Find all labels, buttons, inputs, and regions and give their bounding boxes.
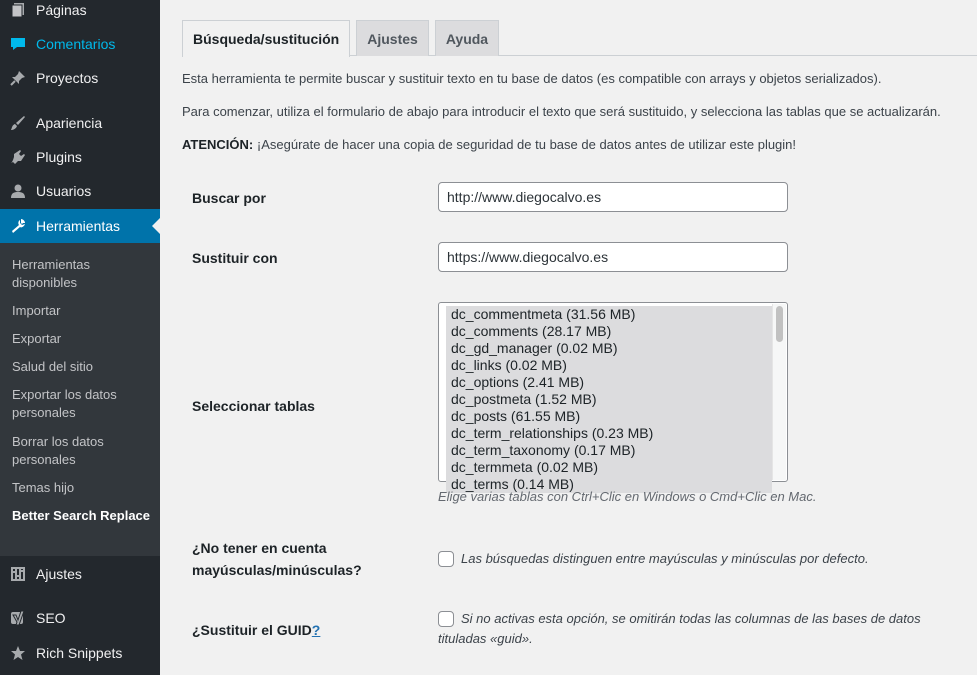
- guid-label: [192, 619, 320, 641]
- search-input[interactable]: [438, 182, 788, 212]
- intro-text-2: Para comenzar, utiliza el formulario de abajo para introducir el texto que será sustituido, y selecciona las tablas que se actualizarán.: [182, 104, 941, 119]
- table-option[interactable]: dc_postmeta (1.52 MB): [451, 391, 597, 407]
- menu-item-apariencia[interactable]: Apariencia: [0, 106, 160, 140]
- table-option[interactable]: dc_links (0.02 MB): [451, 357, 567, 373]
- table-option[interactable]: dc_terms (0.14 MB): [451, 476, 574, 492]
- user-icon: [0, 183, 36, 199]
- submenu-better-search-replace[interactable]: Better Search Replace: [12, 508, 151, 523]
- warning-text: [182, 137, 796, 152]
- case-insensitive-description: Las búsquedas distinguen entre mayúsculas y minúsculas por defecto.: [461, 551, 869, 566]
- case-label-line-2: mayúsculas/minúsculas?: [192, 562, 362, 578]
- table-option[interactable]: dc_options (2.41 MB): [451, 374, 585, 390]
- submenu-importar[interactable]: Importar: [12, 303, 61, 318]
- intro-text-1: Esta herramienta te permite buscar y sustituir texto en tu base de datos (es compatible con arrays y objetos serializados).: [182, 71, 882, 86]
- submenu-herramientas-disponibles[interactable]: Herramientas disponibles: [12, 257, 91, 290]
- menu-item-ajustes[interactable]: Ajustes: [0, 557, 160, 591]
- comments-icon: [0, 36, 36, 52]
- settings-icon: [0, 566, 36, 582]
- replace-label: Sustituir con: [192, 250, 278, 266]
- menu-item-seo[interactable]: SEO: [0, 601, 160, 635]
- menu-item-herramientas[interactable]: Herramientas: [0, 209, 160, 243]
- star-icon: [0, 645, 36, 661]
- menu-item-comentarios[interactable]: Comentarios: [0, 27, 160, 61]
- main-content: [160, 0, 977, 675]
- replace-guid-description: [438, 609, 921, 649]
- tables-hint: Elige varias tablas con Ctrl+Clic en Windows o Cmd+Clic en Mac.: [438, 489, 817, 504]
- menu-item-proyectos[interactable]: Proyectos: [0, 61, 160, 95]
- guid-desc-line-2: tituladas «guid».: [438, 631, 533, 646]
- tab-ajustes[interactable]: Ajustes: [356, 20, 429, 56]
- tools-submenu: [0, 243, 160, 556]
- tables-label: Seleccionar tablas: [192, 398, 315, 414]
- tab-bar: [182, 20, 505, 56]
- brush-icon: [0, 115, 36, 131]
- table-option[interactable]: dc_gd_manager (0.02 MB): [451, 340, 618, 356]
- table-option[interactable]: dc_commentmeta (31.56 MB): [451, 306, 636, 322]
- table-option[interactable]: dc_termmeta (0.02 MB): [451, 459, 599, 475]
- table-option[interactable]: dc_term_relationships (0.23 MB): [451, 425, 654, 441]
- submenu-exportar-datos-personales[interactable]: Exportar los datos personales: [12, 387, 117, 420]
- submenu-exportar[interactable]: Exportar: [12, 331, 62, 346]
- pin-icon: [0, 70, 36, 86]
- table-option[interactable]: dc_posts (61.55 MB): [451, 408, 581, 424]
- tab-busqueda-sustitucion[interactable]: Búsqueda/sustitución: [182, 20, 350, 57]
- case-insensitive-label: [192, 537, 362, 581]
- submenu-salud-del-sitio[interactable]: Salud del sitio: [12, 359, 93, 374]
- guid-label-text: ¿Sustituir el GUID: [192, 622, 312, 638]
- tab-ayuda[interactable]: Ayuda: [435, 20, 499, 56]
- case-insensitive-checkbox[interactable]: [438, 551, 454, 567]
- menu-item-usuarios[interactable]: Usuarios: [0, 174, 160, 208]
- table-option[interactable]: dc_term_taxonomy (0.17 MB): [451, 442, 636, 458]
- scrollbar-thumb[interactable]: [776, 306, 783, 342]
- replace-guid-checkbox[interactable]: [438, 611, 454, 627]
- plugin-icon: [0, 149, 36, 165]
- warning-message: ¡Asegúrate de hacer una copia de seguridad de tu base de datos antes de utilizar este plugin!: [253, 137, 797, 152]
- submenu-temas-hijo[interactable]: Temas hijo: [12, 480, 75, 495]
- case-label-line-1: ¿No tener en cuenta: [192, 540, 327, 556]
- submenu-borrar-datos-personales[interactable]: Borrar los datos personales: [12, 434, 104, 467]
- pages-icon: [0, 2, 36, 18]
- tables-list: [446, 306, 772, 493]
- tables-multiselect[interactable]: [438, 302, 788, 492]
- admin-sidebar: [0, 0, 160, 675]
- guid-desc-line-1: Si no activas esta opción, se omitirán todas las columnas de las bases de datos: [461, 611, 921, 626]
- menu-item-plugins[interactable]: Plugins: [0, 140, 160, 174]
- tables-scrollbar[interactable]: [772, 304, 786, 480]
- menu-item-rich-snippets[interactable]: Rich Snippets: [0, 636, 160, 670]
- guid-help-link[interactable]: ?: [311, 622, 321, 638]
- wrench-icon: [0, 218, 36, 234]
- warning-label: ATENCIÓN:: [182, 137, 254, 152]
- seo-icon: [0, 610, 36, 626]
- menu-item-paginas[interactable]: Páginas: [0, 0, 160, 27]
- replace-input[interactable]: [438, 242, 788, 272]
- search-label: Buscar por: [192, 190, 266, 206]
- table-option[interactable]: dc_comments (28.17 MB): [451, 323, 612, 339]
